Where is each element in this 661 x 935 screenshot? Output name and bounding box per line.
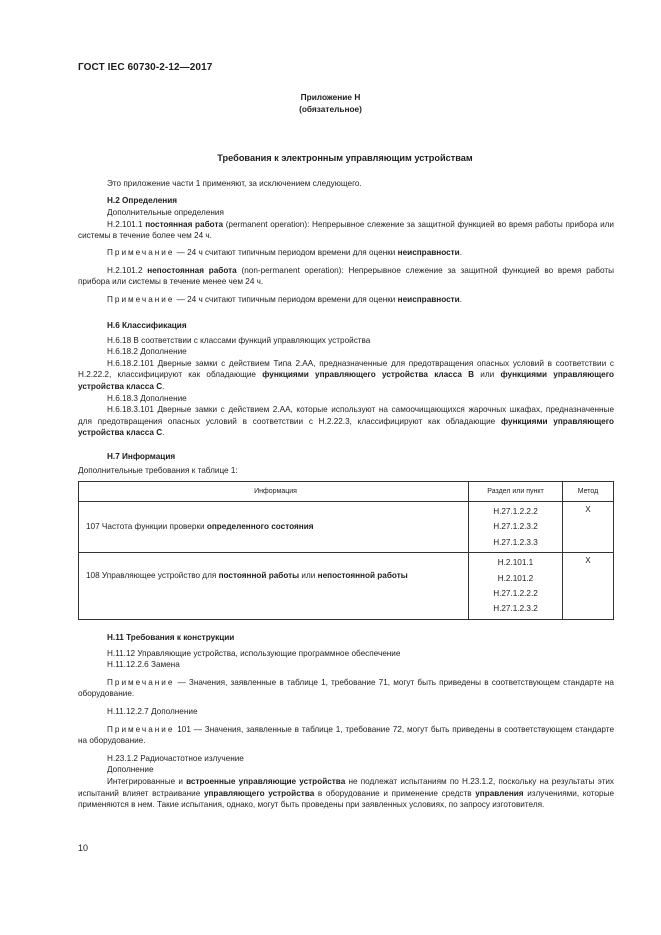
clause-text: Н.6.18.3.101 Дверные замки с действием 2.АА, которые используют на самоочищающихся жарочных шкафах, предназначенные для предотвращения опасных условий в соответствии с Н.2.22.3, классифицируют как обладающие bbox=[78, 405, 614, 426]
note-paragraph bbox=[78, 247, 614, 259]
clause-ref: Н.27.1.2.3.2 bbox=[493, 604, 538, 614]
section-heading: Н.6 Классификация bbox=[107, 321, 187, 330]
page-title: Требования к электронным управляющим устройствам bbox=[217, 153, 473, 163]
info-cell bbox=[79, 553, 469, 620]
punct: . bbox=[459, 294, 462, 304]
note-label: Примечание bbox=[107, 724, 175, 734]
note-text: 101 — Значения, заявленные в таблице 1, требование 72, могут быть приведены в соответствующем стандарте на оборудование. bbox=[78, 724, 614, 746]
punct: . bbox=[459, 247, 462, 257]
clause-paragraph bbox=[78, 404, 614, 439]
info-cell bbox=[79, 502, 469, 553]
note-text: — Значения, заявленные в таблице 1, требование 71, могут быть приведены в соответствующем стандарте на оборудование. bbox=[78, 677, 614, 699]
table-row bbox=[79, 502, 614, 553]
bold-term: определенного состояния bbox=[206, 522, 314, 532]
bold-term: управляющего устройства bbox=[203, 788, 315, 798]
method-cell: X bbox=[563, 502, 614, 553]
clause-text: Интегрированные и bbox=[107, 776, 187, 786]
bold-term: функциями управляющего устройства класса С bbox=[78, 416, 615, 438]
note-paragraph bbox=[78, 724, 614, 747]
note-paragraph bbox=[78, 677, 614, 700]
appendix-name: Приложение Н bbox=[300, 92, 361, 102]
clause-line: Н.11.12.2.6 Замена bbox=[107, 660, 180, 670]
note-text: — 24 ч считают типичным периодом времени для оценки bbox=[174, 247, 398, 257]
column-header: Метод bbox=[563, 482, 614, 502]
table-row bbox=[79, 553, 614, 620]
column-header: Раздел или пункт bbox=[469, 482, 563, 502]
clause-number: Н.2.101.1 bbox=[107, 219, 143, 229]
bold-term: постоянной работы bbox=[218, 571, 300, 581]
intro-paragraph: Это приложение части 1 применяют, за исключением следующего. bbox=[107, 179, 362, 188]
bold-term: встроенные управляющие устройства bbox=[186, 776, 346, 786]
clause-line: Н.11.12.2.7 Дополнение bbox=[107, 706, 198, 716]
definition-paragraph bbox=[78, 219, 614, 242]
column-header: Информация bbox=[79, 482, 469, 502]
definition-text: (non-permanent operation): Непрерывное слежение за защитной функцией во время работы прибора или системы в течение менее чем 24 ч. bbox=[78, 265, 614, 287]
definition-text: (permanent operation): Непрерывное слежение за защитной функцией во время работы прибора или системы в течение более чем 24 ч. bbox=[78, 219, 614, 241]
section-h2 bbox=[78, 178, 614, 305]
clause-text: излучениями, которые применяются в нем. Такие испытания, однако, могут быть проведены при заявленных условиях, по запросу изготовителя. bbox=[78, 788, 615, 810]
method-cell: X bbox=[563, 553, 614, 620]
clause-ref: Н.27.1.2.2.2 bbox=[493, 507, 538, 516]
clause-ref: Н.27.1.2.3.3 bbox=[493, 537, 538, 547]
note-label: Примечание bbox=[107, 677, 175, 687]
clause-line: Н.6.18.2 Дополнение bbox=[107, 347, 187, 357]
section-h11 bbox=[78, 632, 614, 811]
cell-text: 107 Частота функции проверки bbox=[86, 522, 207, 532]
clause-number: Н.2.101.2 bbox=[107, 265, 143, 275]
note-label: Примечание bbox=[107, 294, 175, 304]
clause-ref: Н.27.1.2.2.2 bbox=[493, 589, 538, 599]
clause-text: Н.6.18.2.101 Дверные замки с действием Типа 2.АА, предназначенные для предотвращения опасных условий в соответствии с Н.2.22.2, классифицируют как обладающие bbox=[78, 358, 614, 380]
clause-text: в оборудование и применение средств bbox=[314, 788, 476, 798]
section-heading: Н.2 Определения bbox=[107, 195, 178, 205]
cell-text: 108 Управляющее устройство для bbox=[86, 571, 219, 581]
clause-text: или bbox=[474, 370, 501, 380]
bold-term: непостоянной работы bbox=[317, 571, 408, 581]
definition-paragraph bbox=[78, 265, 614, 288]
cell-text: или bbox=[299, 571, 318, 581]
clause-line: Н.11.12 Управляющие устройства, использующие программное обеспечение bbox=[107, 648, 401, 658]
clause-text: не подлежат испытаниям по Н.23.1.2, поскольку на результаты этих испытаний влияет встраивание bbox=[78, 776, 614, 798]
clause-cell bbox=[469, 553, 563, 620]
section-heading: Н.11 Требования к конструкции bbox=[107, 633, 235, 642]
subheading: Дополнительные определения bbox=[107, 208, 224, 218]
note-label: Примечание bbox=[107, 247, 175, 257]
note-term: неисправности bbox=[397, 247, 460, 257]
clause-ref: Н.27.1.2.3.2 bbox=[493, 522, 538, 532]
clause-ref: Н.2.101.2 bbox=[497, 573, 534, 583]
standard-designation: ГОСТ IEC 60730-2-12—2017 bbox=[78, 62, 213, 73]
defined-term: постоянная работа bbox=[145, 219, 224, 229]
section-h7 bbox=[78, 451, 614, 476]
clause-line: Н.6.18 В соответствии с классами функций управляющих устройства bbox=[107, 335, 371, 345]
bold-term: функциями управляющего устройства класса С bbox=[78, 370, 615, 391]
clause-line: Дополнение bbox=[107, 765, 154, 775]
note-text: — 24 ч считают типичным периодом времени для оценки bbox=[174, 294, 398, 304]
clause-cell bbox=[469, 502, 563, 553]
clause-line: Н.23.1.2 Радиочастотное излучение bbox=[107, 753, 244, 763]
bold-term: управления bbox=[475, 788, 524, 798]
clause-line: Н.6.18.3 Дополнение bbox=[107, 393, 187, 403]
clause-ref: Н.2.101.1 bbox=[497, 558, 534, 568]
section-h6 bbox=[78, 320, 614, 439]
info-table bbox=[78, 481, 614, 620]
subheading: Дополнительные требования к таблице 1: bbox=[78, 465, 238, 475]
bold-term: функциями управляющего устройства класса В bbox=[262, 370, 475, 380]
note-term: неисправности bbox=[397, 294, 460, 304]
note-paragraph bbox=[78, 294, 614, 306]
appendix-status: (обязательное) bbox=[299, 104, 362, 114]
table-header-row bbox=[79, 482, 614, 502]
page-number: 10 bbox=[78, 843, 89, 853]
defined-term: непостоянная работа bbox=[147, 265, 237, 275]
section-heading: Н.7 Информация bbox=[107, 452, 176, 461]
clause-paragraph bbox=[78, 776, 614, 811]
punct: . bbox=[162, 428, 165, 438]
punct: . bbox=[162, 381, 165, 391]
clause-paragraph bbox=[78, 358, 614, 393]
